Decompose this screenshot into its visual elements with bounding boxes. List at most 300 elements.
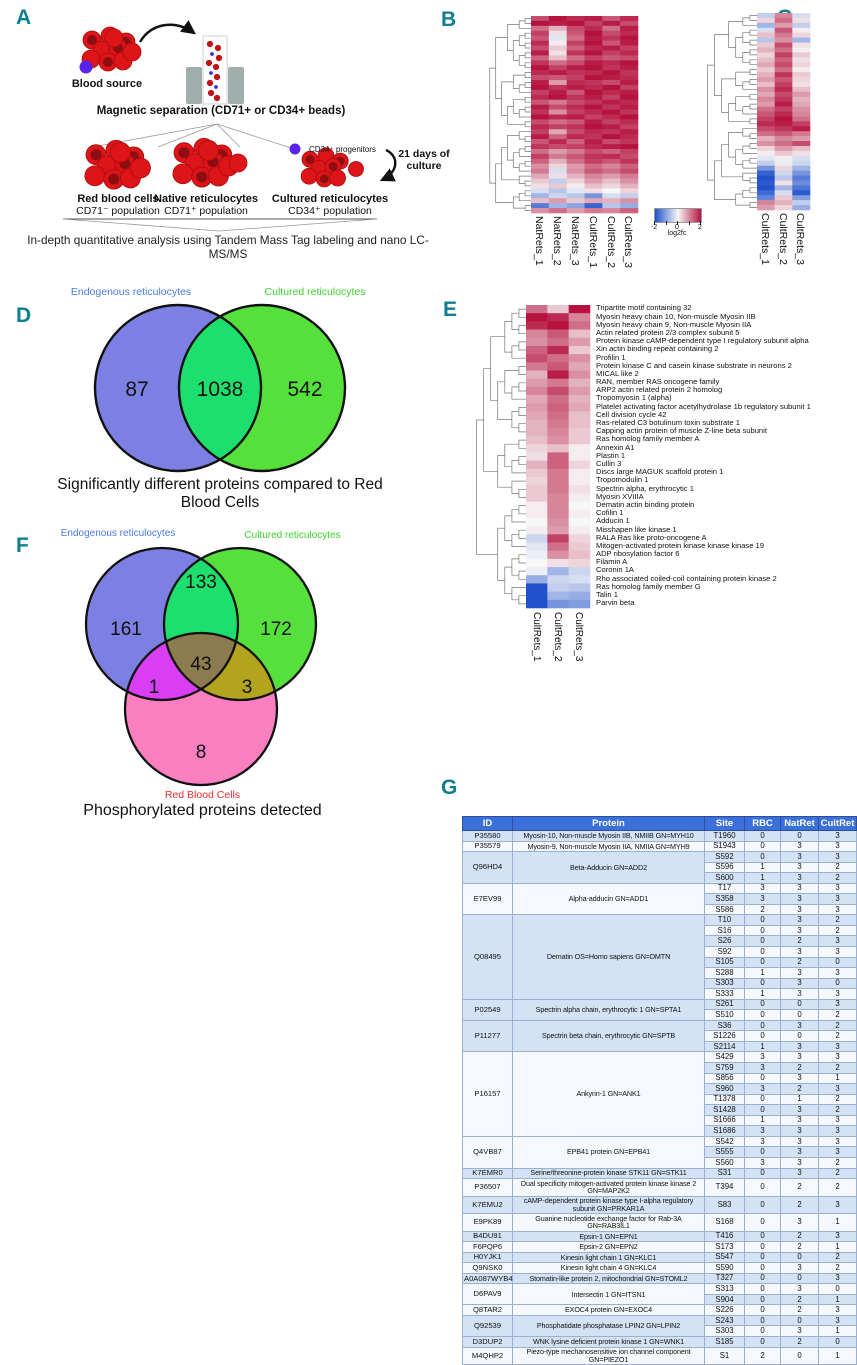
protein-name-cell: Myosin-9, Non-muscle Myosin IIA, NMIIA GN=MYH9 [513, 841, 705, 852]
heatmap-cell [757, 87, 775, 92]
heatmap-cell [602, 119, 620, 124]
heatmap-cell [757, 180, 775, 185]
heatmap-cell [549, 198, 567, 203]
heatmap-cell [569, 395, 591, 403]
heatmap-cell [567, 105, 585, 110]
table-row [463, 883, 857, 894]
heatmap-cell [567, 115, 585, 120]
protein-id-cell: B4DU91 [463, 1231, 513, 1242]
heatmap-cell [620, 188, 638, 193]
protein-id-cell: Q96HD4 [463, 852, 513, 884]
heatmap-cell [567, 70, 585, 75]
heatmap-cell [567, 55, 585, 60]
cultret-count-cell: 2 [819, 1020, 857, 1031]
heatmap-cell [549, 26, 567, 31]
heatmap-cell [526, 592, 548, 600]
site-cell: S83 [705, 1196, 745, 1214]
heatmap-cell [620, 183, 638, 188]
heatmap-cell [585, 105, 603, 110]
heatmap-cell [757, 141, 775, 146]
site-cell: T17 [705, 883, 745, 894]
blue-bead [214, 85, 218, 89]
heatmap-cell [602, 75, 620, 80]
population-1-name: Red blood cells [77, 193, 159, 205]
heatmap-cell [620, 115, 638, 120]
dendrogram-lines [477, 309, 527, 604]
heatmap-row-label: Actin related protein 2/3 complex subunit 5 [596, 327, 740, 337]
table-row [463, 1168, 857, 1179]
heatmap-cell [620, 55, 638, 60]
heatmap-cell [549, 36, 567, 41]
heatmap-cell [531, 105, 549, 110]
population-1-sub: CD71⁻ population [76, 205, 160, 217]
heatmap-cell [585, 159, 603, 164]
heatmap-cell [602, 105, 620, 110]
heatmap-row-label: Mitogen-activated protein kinase kinase kinase 19 [596, 540, 765, 550]
site-cell: T1960 [705, 831, 745, 842]
site-cell: S2114 [705, 1041, 745, 1052]
heatmap-cell [585, 129, 603, 134]
heatmap-cell [547, 559, 569, 567]
heatmap-cell [602, 110, 620, 115]
heatmap-cell [792, 166, 810, 171]
protein-id-cell: P36507 [463, 1179, 513, 1197]
panel-e-heatmap [526, 305, 590, 608]
rbc-count-cell: 0 [745, 852, 781, 863]
red-cell [301, 168, 317, 184]
heatmap-cell [775, 38, 793, 43]
heatmap-cell [775, 136, 793, 141]
rbc-count-cell: 1 [745, 873, 781, 884]
red-cell [229, 154, 247, 172]
heatmap-row-label: Dematin actin binding protein [596, 499, 695, 509]
table-header-cell: RBC [745, 817, 781, 831]
heatmap-cell [757, 171, 775, 176]
heatmap-cell [567, 198, 585, 203]
site-cell: S1943 [705, 841, 745, 852]
heatmap-cell [526, 313, 548, 321]
protein-name-cell: Alpha-adducin GN=ADD1 [513, 883, 705, 915]
heatmap-cell [547, 379, 569, 387]
natret-count-cell: 3 [781, 968, 819, 979]
heatmap-cell [620, 193, 638, 198]
red-cell [123, 43, 141, 61]
heatmap-cell [526, 534, 548, 542]
colorbar-tick-label: 0 [675, 224, 679, 231]
table-header-cell: ID [463, 817, 513, 831]
heatmap-column-label: CultRets_1 [586, 216, 599, 268]
heatmap-cell [775, 102, 793, 107]
red-cell [198, 140, 218, 160]
cultret-count-cell: 3 [819, 1115, 857, 1126]
venn-f-b-value: 172 [260, 619, 292, 640]
heatmap-cell [757, 156, 775, 161]
heatmap-cell [531, 134, 549, 139]
heatmap-cell [549, 75, 567, 80]
heatmap-cell [775, 195, 793, 200]
site-cell: S960 [705, 1084, 745, 1095]
heatmap-cell [531, 31, 549, 36]
venn-d-overlap-value: 1038 [196, 378, 244, 401]
panel-b-dendrogram [482, 16, 531, 213]
cultret-count-cell: 0 [819, 1337, 857, 1348]
heatmap-row-label: Ras-related C3 botulinum toxin substrate 1 [596, 418, 740, 428]
heatmap-cell [792, 180, 810, 185]
magnetic-separation-label: Magnetic separation (CD71+ or CD34+ beads) [96, 105, 346, 117]
heatmap-cell [775, 67, 793, 72]
heatmap-cell [569, 420, 591, 428]
heatmap-cell [569, 510, 591, 518]
red-cell-core [108, 174, 119, 185]
heatmap-cell [567, 41, 585, 46]
heatmap-cell [569, 428, 591, 436]
site-cell: S288 [705, 968, 745, 979]
heatmap-cell [620, 80, 638, 85]
heatmap-cell [620, 203, 638, 208]
natret-count-cell: 2 [781, 936, 819, 947]
heatmap-cell [547, 600, 569, 608]
heatmap-cell [585, 41, 603, 46]
heatmap-cell [585, 90, 603, 95]
blue-bead [210, 52, 214, 56]
heatmap-cell [792, 82, 810, 87]
heatmap-cell [602, 95, 620, 100]
heatmap-cell [620, 119, 638, 124]
heatmap-cell [567, 179, 585, 184]
natret-count-cell: 2 [781, 1231, 819, 1242]
red-bead [214, 95, 220, 101]
heatmap-cell [547, 346, 569, 354]
table-row [463, 1347, 857, 1365]
table-row [463, 1315, 857, 1326]
table-row [463, 1273, 857, 1284]
heatmap-row-label: Discs large MAGUK scaffold protein 1 [596, 467, 724, 477]
natret-count-cell: 3 [781, 1214, 819, 1232]
cultret-count-cell: 2 [819, 915, 857, 926]
heatmap-cell [757, 112, 775, 117]
heatmap-cell [602, 70, 620, 75]
heatmap-row-label: Parvin beta [596, 598, 635, 608]
heatmap-cell [549, 70, 567, 75]
heatmap-cell [531, 110, 549, 115]
cultret-count-cell: 2 [819, 1063, 857, 1074]
heatmap-cell [569, 493, 591, 501]
protein-name-cell: Stomatin-like protein 2, mitochondrial GN=STOML2 [513, 1273, 705, 1284]
protein-name-cell: Beta-Adducin GN=ADD2 [513, 852, 705, 884]
heatmap-cell [792, 176, 810, 181]
heatmap-cell [567, 119, 585, 124]
panel-d-letter: D [16, 304, 32, 327]
heatmap-row-label: Myosin XVIIIA [596, 491, 644, 501]
heatmap-cell [585, 26, 603, 31]
cd34-progenitors-label: CD34⁺ progenitors [309, 145, 376, 154]
heatmap-cell [620, 105, 638, 110]
heatmap-cell [549, 55, 567, 60]
heatmap-cell [620, 21, 638, 26]
heatmap-cell [567, 174, 585, 179]
heatmap-cell [526, 526, 548, 534]
cultret-count-cell: 2 [819, 1157, 857, 1168]
heatmap-cell [569, 575, 591, 583]
heatmap-cell [526, 362, 548, 370]
cultret-count-cell: 2 [819, 1031, 857, 1042]
heatmap-cell [775, 180, 793, 185]
population-2-sub: CD71⁺ population [164, 205, 248, 217]
heatmap-cell [620, 46, 638, 51]
heatmap-row-label: Myosin heavy chain 9, Non-muscle Myosin IIA [596, 319, 752, 329]
table-row [463, 841, 857, 852]
heatmap-cell [585, 179, 603, 184]
heatmap-cell [775, 13, 793, 18]
heatmap-row-label: Adducin 1 [596, 516, 630, 526]
heatmap-cell [620, 60, 638, 65]
natret-count-cell: 3 [781, 978, 819, 989]
cultret-count-cell: 3 [819, 1136, 857, 1147]
rbc-count-cell: 2 [745, 1347, 781, 1365]
heatmap-cell [757, 67, 775, 72]
protein-id-cell: E9PK89 [463, 1214, 513, 1232]
heatmap-cell [549, 95, 567, 100]
heatmap-cell [547, 592, 569, 600]
heatmap-cell [526, 542, 548, 550]
natret-count-cell: 3 [781, 1052, 819, 1063]
heatmap-cell [620, 198, 638, 203]
red-bead [207, 41, 213, 47]
heatmap-cell [569, 346, 591, 354]
heatmap-cell [602, 21, 620, 26]
cultret-count-cell: 3 [819, 1147, 857, 1158]
heatmap-cell [757, 33, 775, 38]
cultret-count-cell: 2 [819, 1263, 857, 1274]
heatmap-cell [567, 85, 585, 90]
heatmap-cell [792, 136, 810, 141]
heatmap-cell [585, 70, 603, 75]
protein-id-cell: Q4VB87 [463, 1136, 513, 1168]
site-cell: S510 [705, 1010, 745, 1021]
rbc-count-cell: 3 [745, 1063, 781, 1074]
panel-e-letter: E [443, 298, 458, 321]
heatmap-row-label: Coronin 1A [596, 565, 634, 575]
site-cell: S16 [705, 925, 745, 936]
site-cell: T10 [705, 915, 745, 926]
natret-count-cell: 3 [781, 1020, 819, 1031]
heatmap-cell [531, 179, 549, 184]
heatmap-cell [569, 542, 591, 550]
cd34-progenitor-dot [80, 61, 93, 74]
heatmap-cell [526, 477, 548, 485]
heatmap-cell [757, 176, 775, 181]
heatmap-cell [547, 526, 569, 534]
heatmap-cell [567, 188, 585, 193]
heatmap-cell [531, 154, 549, 159]
protein-id-cell: P35579 [463, 841, 513, 852]
heatmap-cell [531, 144, 549, 149]
heatmap-column-label: CultRets_3 [573, 612, 585, 662]
heatmap-cell [547, 420, 569, 428]
heatmap-cell [775, 112, 793, 117]
heatmap-cell [531, 36, 549, 41]
phospho-table-wrap [462, 816, 856, 1365]
heatmap-cell [775, 146, 793, 151]
cultret-count-cell: 3 [819, 1315, 857, 1326]
cultret-count-cell: 3 [819, 1126, 857, 1137]
heatmap-cell [585, 193, 603, 198]
cultret-count-cell: 2 [819, 1179, 857, 1197]
venn-f-bottom-label: Red Blood Cells [164, 789, 241, 801]
heatmap-cell [569, 559, 591, 567]
colorbar-label: log2fc [667, 230, 687, 237]
rbc-count-cell: 0 [745, 1031, 781, 1042]
heatmap-cell [549, 183, 567, 188]
heatmap-cell [585, 85, 603, 90]
heatmap-cell [569, 452, 591, 460]
natret-count-cell: 3 [781, 1168, 819, 1179]
heatmap-cell [531, 174, 549, 179]
heatmap-cell [757, 57, 775, 62]
separation-line [217, 124, 291, 148]
protein-name-cell: Spectrin beta chain, erythrocytic GN=SPTB [513, 1020, 705, 1052]
venn-f-left-label: Endogenous reticulocytes [60, 528, 176, 539]
red-cell [173, 164, 193, 184]
rbc-count-cell: 0 [745, 831, 781, 842]
heatmap-cell [620, 164, 638, 169]
venn-f-ac-value: 1 [148, 677, 160, 698]
venn-d-caption: Significantly different proteins compared to Red Blood Cells [57, 476, 383, 511]
heatmap-cell [531, 100, 549, 105]
separation-column [203, 36, 227, 104]
heatmap-cell [757, 72, 775, 77]
heatmap-cell [549, 60, 567, 65]
red-bead [214, 74, 220, 80]
heatmap-cell [547, 452, 569, 460]
cd34-progenitor-dot [290, 144, 301, 155]
table-header-cell: Site [705, 817, 745, 831]
heatmap-cell [792, 62, 810, 67]
cultret-count-cell: 0 [819, 1284, 857, 1295]
heatmap-cell [569, 600, 591, 608]
heatmap-cell [585, 169, 603, 174]
table-row [463, 1337, 857, 1348]
heatmap-cell [531, 183, 549, 188]
heatmap-row-label: Cullin 3 [596, 458, 622, 468]
heatmap-row-label: RALA Ras like proto-oncogene A [596, 532, 707, 542]
heatmap-cell [526, 403, 548, 411]
red-cell [349, 162, 364, 177]
heatmap-cell [620, 154, 638, 159]
site-cell: S303 [705, 978, 745, 989]
protein-id-cell: F6PQP6 [463, 1242, 513, 1253]
heatmap-column-label: CultRets_1 [530, 612, 542, 662]
heatmap-cell [567, 95, 585, 100]
site-cell: S303 [705, 1326, 745, 1337]
heatmap-cell [792, 190, 810, 195]
cultret-count-cell: 3 [819, 841, 857, 852]
heatmap-cell [757, 102, 775, 107]
heatmap-cell [585, 46, 603, 51]
site-cell: S1428 [705, 1105, 745, 1116]
heatmap-cell [757, 43, 775, 48]
heatmap-row-label: Cofilin 1 [596, 508, 624, 518]
heatmap-cell [757, 52, 775, 57]
rbc-count-cell: 0 [745, 999, 781, 1010]
heatmap-cell [569, 485, 591, 493]
heatmap-cell [549, 144, 567, 149]
heatmap-cell [531, 159, 549, 164]
heatmap-cell [526, 346, 548, 354]
heatmap-cell [531, 75, 549, 80]
site-cell: S168 [705, 1214, 745, 1232]
rbc-count-cell: 3 [745, 1136, 781, 1147]
table-row [463, 1196, 857, 1214]
phospho-table [462, 816, 857, 1365]
heatmap-cell [602, 164, 620, 169]
heatmap-cell [547, 551, 569, 559]
cultret-count-cell: 3 [819, 1305, 857, 1316]
heatmap-cell [531, 193, 549, 198]
site-cell: S759 [705, 1063, 745, 1074]
heatmap-cell [526, 551, 548, 559]
heatmap-cell [531, 169, 549, 174]
heatmap-cell [757, 28, 775, 33]
heatmap-cell [585, 80, 603, 85]
heatmap-cell [585, 203, 603, 208]
heatmap-cell [775, 82, 793, 87]
heatmap-cell [567, 164, 585, 169]
heatmap-cell [531, 198, 549, 203]
natret-count-cell: 3 [781, 894, 819, 905]
heatmap-cell [526, 379, 548, 387]
heatmap-cell [547, 583, 569, 591]
rbc-count-cell: 0 [745, 1214, 781, 1232]
heatmap-cell [602, 16, 620, 21]
natret-count-cell: 2 [781, 1305, 819, 1316]
heatmap-cell [757, 195, 775, 200]
table-row [463, 999, 857, 1010]
heatmap-cell [757, 121, 775, 126]
heatmap-cell [569, 518, 591, 526]
heatmap-row-label: Capping actin protein of muscle Z-line beta subunit [596, 426, 767, 436]
heatmap-cell [526, 600, 548, 608]
heatmap-cell [531, 203, 549, 208]
rbc-count-cell: 0 [745, 1020, 781, 1031]
heatmap-cell [569, 321, 591, 329]
heatmap-cell [620, 50, 638, 55]
heatmap-row-label: Platelet activating factor acetylhydrolase 1b regulatory subunit 1 [596, 401, 811, 411]
rbc-count-cell: 0 [745, 1263, 781, 1274]
heatmap-cell [602, 188, 620, 193]
heatmap-cell [757, 92, 775, 97]
heatmap-cell [792, 161, 810, 166]
heatmap-cell [567, 36, 585, 41]
protein-id-cell: P02549 [463, 999, 513, 1020]
heatmap-cell [531, 46, 549, 51]
red-cell-core [320, 174, 329, 183]
rbc-count-cell: 1 [745, 989, 781, 1000]
protein-name-cell: Epsin-2 GN=EPN2 [513, 1242, 705, 1253]
heatmap-cell [775, 185, 793, 190]
site-cell: S31 [705, 1168, 745, 1179]
heatmap-cell [531, 60, 549, 65]
heatmap-cell [585, 164, 603, 169]
heatmap-cell [569, 567, 591, 575]
rbc-count-cell: 0 [745, 1252, 781, 1263]
heatmap-row-label: Protein kinase cAMP-dependent type I regulatory subunit alpha [596, 336, 809, 346]
rbc-count-cell: 0 [745, 1168, 781, 1179]
rbc-count-cell: 0 [745, 1242, 781, 1253]
heatmap-row-label: MICAL like 2 [596, 368, 639, 378]
heatmap-cell [547, 534, 569, 542]
cultret-count-cell: 1 [819, 1242, 857, 1253]
